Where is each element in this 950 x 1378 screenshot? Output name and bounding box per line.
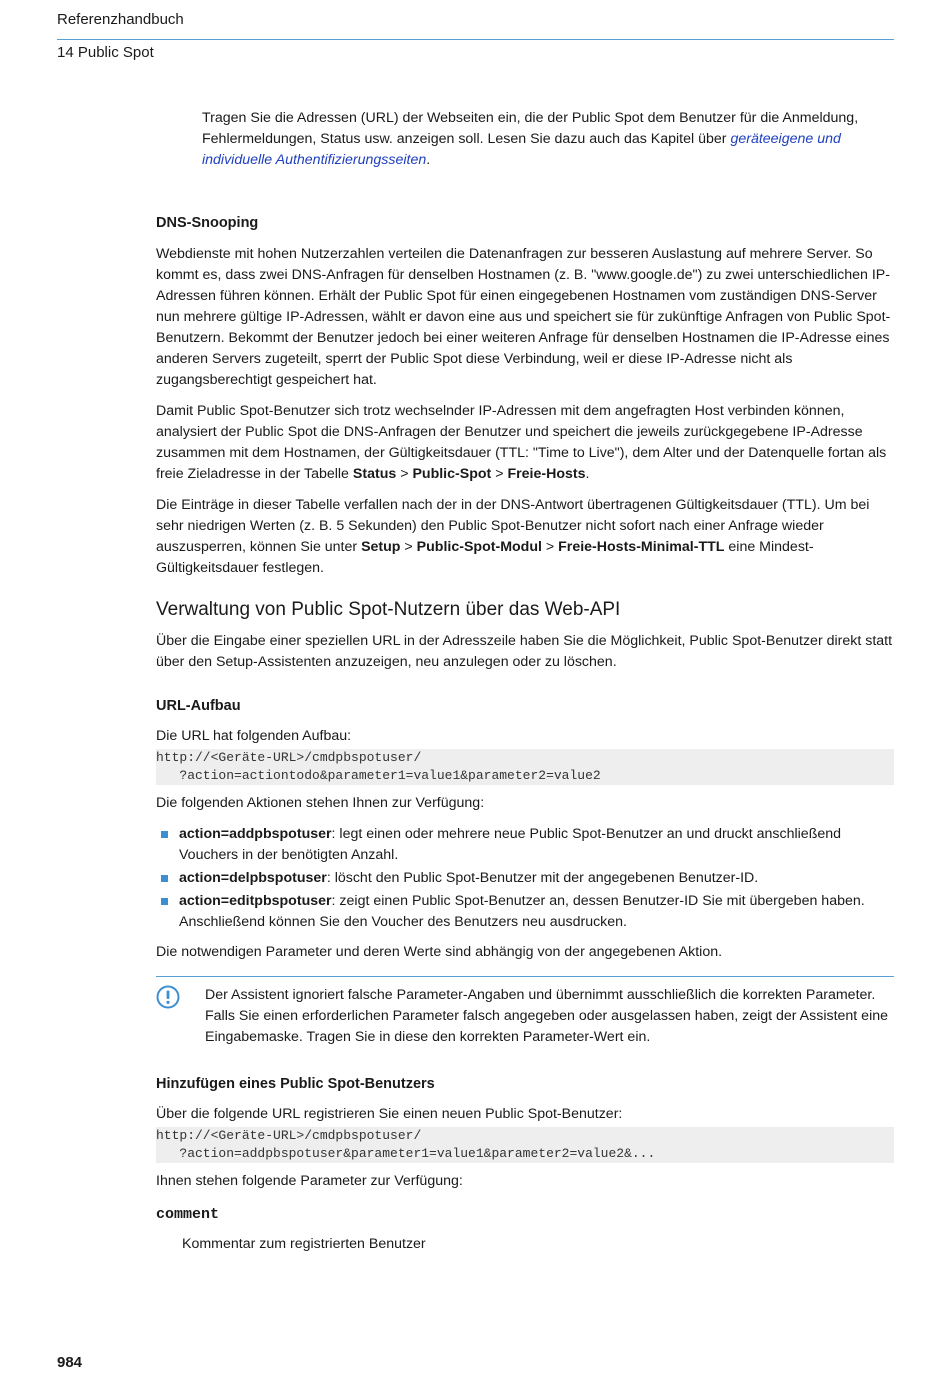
bullet-square-icon — [161, 831, 168, 838]
auth-pages-link[interactable]: geräteeigene und individuelle Authentifizierungsseiten — [202, 131, 841, 168]
page-content — [156, 108, 894, 1255]
intro-end: . — [426, 152, 431, 168]
page-number: 984 — [57, 1354, 83, 1371]
add-user-intro: Über die folgende URL registrieren Sie einen neuen Public Spot-Benutzer: — [156, 1106, 623, 1122]
path-separator: > — [396, 466, 413, 482]
running-header-chapter: 14 Public Spot — [57, 44, 154, 61]
action-desc: : legt einen oder mehrere neue Public Spot-Benutzer an und druckt anschließend Vouchers in der benötigten Anzahl. — [179, 826, 842, 863]
url-aufbau-heading: URL-Aufbau — [156, 698, 241, 714]
list-item — [156, 824, 894, 866]
intro-text: Tragen Sie die Adressen (URL) der Webseiten ein, die der Public Spot dem Benutzer für die Anmeldung, Fehlermeldungen, Status usw. anzeigen soll. Lesen Sie dazu auch das Kapitel über — [202, 110, 859, 147]
path-separator: > — [491, 466, 508, 482]
menu-path-setup: Setup — [361, 539, 401, 555]
code-line: http://<Geräte-URL>/cmdpbspotuser/ — [156, 1128, 422, 1143]
add-user-heading: Hinzufügen eines Public Spot-Benutzers — [156, 1076, 435, 1092]
list-item — [156, 891, 894, 933]
action-name: action=addpbspotuser — [179, 826, 332, 842]
dns-p2-text: Damit Public Spot-Benutzer sich trotz wechselnder IP-Adressen mit dem angefragten Host verbinden können, analysiert der Public Spot die DNS-Anfragen der Benutzer und speichert die jeweils zurückgegebene IP-Adresse zusammen mit dem Hostnamen, der Gültigkeitsdauer (TTL: "Time to Live"), dem Alter und der Datenquelle fortan als freie Zieladresse in der Tabelle — [156, 403, 887, 482]
actions-intro: Die folgenden Aktionen stehen Ihnen zur Verfügung: — [156, 795, 485, 811]
bullet-square-icon — [161, 875, 168, 882]
path-separator: > — [541, 539, 559, 555]
dns-paragraph-3 — [156, 495, 894, 579]
note-box — [156, 976, 894, 1048]
actions-after: Die notwendigen Parameter und deren Werte sind abhängig von der angegebenen Aktion. — [156, 944, 723, 960]
header-divider — [57, 39, 894, 40]
url-code-block — [156, 749, 894, 785]
menu-path-freie-hosts: Freie-Hosts — [507, 466, 586, 482]
code-line: ?action=addpbspotuser&parameter1=value1&parameter2=value2&... — [156, 1146, 656, 1161]
dns-paragraph-2 — [156, 401, 894, 485]
add-url-code-block — [156, 1127, 894, 1163]
code-line: ?action=actiontodo&parameter1=value1&parameter2=value2 — [156, 768, 601, 783]
dns-paragraph-1: Webdienste mit hohen Nutzerzahlen verteilen die Datenanfragen zur besseren Auslastung auf mehrere Server. So kommt es, dass zwei DNS-Anfragen für denselben Hostnamen (z. B. "www.google.de") zu zwei unterschiedlichen IP-Adressen führen können. Erhält der Public Spot für einen eingegebenen Hostnamen vom zuständigen DNS-Server nun mehrere gültige IP-Adressen, wählt er davon eine aus und speichert sie für zukünftige Anfragen von Public Spot-Benutzern. Bekommt der Benutzer jedoch bei einer weiteren Anfrage für denselben Hostnamen die IP-Adresse eines anderen Servers zugeteilt, sperrt der Public Spot diese Verbindung, weil er diese IP-Adresse nicht als zugangsberechtigt gespeichert hat. — [156, 246, 891, 388]
bullet-square-icon — [161, 898, 168, 905]
exclamation-circle-icon — [156, 985, 180, 1009]
actions-list — [156, 824, 894, 933]
action-desc: : löscht den Public Spot-Benutzer mit der angegebenen Benutzer-ID. — [326, 870, 759, 886]
web-api-heading: Verwaltung von Public Spot-Nutzern über das Web-API — [156, 599, 621, 620]
param-term-comment: comment — [156, 1206, 220, 1223]
menu-path-minimal-ttl: Freie-Hosts-Minimal-TTL — [558, 539, 725, 555]
action-name: action=editpbspotuser — [179, 893, 332, 909]
menu-path-public-spot-modul: Public-Spot-Modul — [416, 539, 542, 555]
dns-p2-end: . — [585, 466, 590, 482]
intro-paragraph — [202, 108, 894, 171]
menu-path-status: Status — [352, 466, 397, 482]
action-desc: : zeigt einen Public Spot-Benutzer an, dessen Benutzer-ID Sie mit übergeben haben. Anschließend können Sie den Voucher des Benutzers neu ausdrucken. — [179, 893, 865, 930]
menu-path-public-spot: Public-Spot — [412, 466, 492, 482]
web-api-paragraph: Über die Eingabe einer speziellen URL in der Adresszeile haben Sie die Möglichkeit, Public Spot-Benutzer direkt statt über den Setup-Assistenten anzuzeigen, neu anzulegen oder zu löschen. — [156, 633, 893, 670]
running-header-title: Referenzhandbuch — [57, 11, 184, 28]
note-text: Der Assistent ignoriert falsche Parameter-Angaben und übernimmt ausschließlich die korrekten Parameter. Falls Sie einen erforderlichen Parameter falsch angegeben oder ausgelassen haben, zeigt der Assistent eine Eingabemaske. Tragen Sie in diese den korrekten Parameter-Wert ein. — [205, 987, 889, 1045]
param-term-description: Kommentar zum registrierten Benutzer — [182, 1236, 426, 1252]
path-separator: > — [400, 539, 417, 555]
code-line: http://<Geräte-URL>/cmdpbspotuser/ — [156, 750, 422, 765]
url-intro: Die URL hat folgenden Aufbau: — [156, 728, 352, 744]
dns-p3-end: eine Mindest-Gültigkeitsdauer festlegen. — [156, 539, 814, 576]
list-item — [156, 868, 894, 889]
action-name: action=delpbspotuser — [179, 870, 327, 886]
params-intro: Ihnen stehen folgende Parameter zur Verfügung: — [156, 1173, 463, 1189]
dns-p3-text: Die Einträge in dieser Tabelle verfallen nach der in der DNS-Antwort übertragenen Gültigkeitsdauer (TTL). Um bei sehr niedrigen Werten (z. B. 5 Sekunden) den Public Spot-Benutzer nicht sofort nach einer Anfrage wieder auszusperren, können Sie unter — [156, 497, 870, 555]
dns-snooping-heading: DNS-Snooping — [156, 215, 259, 231]
